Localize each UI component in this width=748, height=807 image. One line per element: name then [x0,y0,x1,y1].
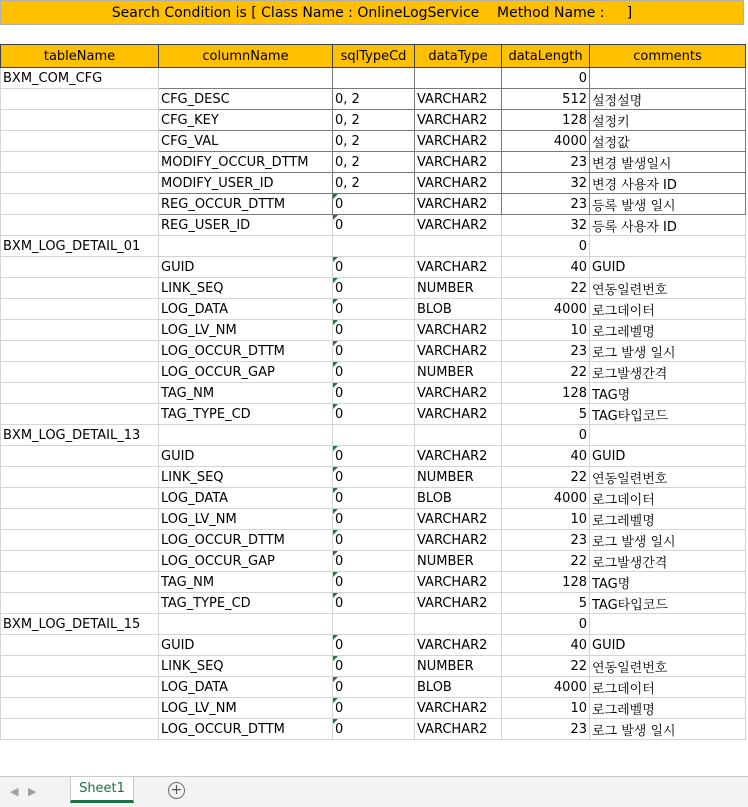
cell-sqltypecd[interactable]: 0 [333,278,415,299]
cell-datalength[interactable]: 4000 [502,488,590,509]
cell-comments[interactable]: 로그레벨명 [590,509,746,530]
cell-datalength[interactable]: 40 [502,257,590,278]
cell-datalength[interactable]: 4000 [502,131,590,152]
cell-datatype[interactable]: VARCHAR2 [415,89,502,110]
table-body [1,68,746,740]
cell-datatype[interactable]: VARCHAR2 [415,635,502,656]
cell-datalength[interactable]: 0 [502,614,590,635]
cell-comments[interactable] [590,68,746,89]
header-sqltypecd[interactable]: sqlTypeCd [333,45,415,68]
cell-datatype[interactable]: NUMBER [415,278,502,299]
cell-datatype[interactable]: VARCHAR2 [415,173,502,194]
cell-comments[interactable]: 로그레벨명 [590,698,746,719]
table-row [1,719,746,740]
cell-sqltypecd[interactable]: 0 [333,341,415,362]
table-row [1,89,746,110]
table-row [1,194,746,215]
cell-datatype[interactable]: VARCHAR2 [415,572,502,593]
cell-comments[interactable]: 등록 발생 일시 [590,194,746,215]
sheet-tab-bar [0,776,748,807]
table-row [1,425,746,446]
cell-sqltypecd[interactable]: 0 [333,215,415,236]
cell-datatype[interactable]: VARCHAR2 [415,530,502,551]
cell-tablename[interactable] [1,467,159,488]
table-row [1,341,746,362]
cell-datalength[interactable]: 128 [502,572,590,593]
cell-columnname[interactable]: MODIFY_USER_ID [159,173,333,194]
table-row [1,509,746,530]
cell-tablename[interactable]: BXM_LOG_DETAIL_13 [1,425,159,446]
cell-datatype[interactable] [415,236,502,257]
cell-comments[interactable]: TAG명 [590,383,746,404]
cell-columnname[interactable]: LOG_DATA [159,299,333,320]
table-row [1,257,746,278]
table-row [1,404,746,425]
cell-columnname[interactable]: TAG_TYPE_CD [159,593,333,614]
cell-datalength[interactable]: 0 [502,68,590,89]
cell-comments[interactable] [590,236,746,257]
table-row [1,572,746,593]
cell-columnname[interactable] [159,68,333,89]
cell-sqltypecd[interactable]: 0 [333,656,415,677]
cell-sqltypecd[interactable]: 0 [333,362,415,383]
cell-columnname[interactable]: LOG_OCCUR_DTTM [159,341,333,362]
cell-columnname[interactable]: LOG_DATA [159,488,333,509]
cell-sqltypecd[interactable]: 0, 2 [333,173,415,194]
cell-columnname[interactable]: REG_USER_ID [159,215,333,236]
table-row [1,635,746,656]
table-row [1,299,746,320]
cell-comments[interactable]: 로그발생간격 [590,362,746,383]
table-row [1,698,746,719]
cell-columnname[interactable]: GUID [159,257,333,278]
cell-tablename[interactable] [1,131,159,152]
cell-comments[interactable]: 로그 발생 일시 [590,719,746,740]
cell-datatype[interactable] [415,614,502,635]
cell-columnname[interactable]: LOG_OCCUR_GAP [159,551,333,572]
cell-datalength[interactable]: 128 [502,383,590,404]
cell-tablename[interactable] [1,404,159,425]
table-row [1,656,746,677]
cell-tablename[interactable] [1,257,159,278]
cell-tablename[interactable] [1,530,159,551]
cell-datatype[interactable]: VARCHAR2 [415,215,502,236]
cell-datalength[interactable]: 4000 [502,677,590,698]
cell-datalength[interactable]: 10 [502,320,590,341]
scroll-right-icon[interactable]: ▶ [28,785,37,798]
cell-columnname[interactable]: TAG_NM [159,572,333,593]
cell-comments[interactable]: 로그레벨명 [590,320,746,341]
cell-columnname[interactable]: LOG_LV_NM [159,509,333,530]
cell-columnname[interactable] [159,614,333,635]
cell-datalength[interactable]: 23 [502,530,590,551]
cell-datalength[interactable]: 23 [502,194,590,215]
cell-tablename[interactable] [1,719,159,740]
table-row [1,614,746,635]
cell-comments[interactable]: 로그데이터 [590,677,746,698]
table-row [1,362,746,383]
cell-datalength[interactable]: 22 [502,278,590,299]
cell-columnname[interactable]: LOG_DATA [159,677,333,698]
cell-datalength[interactable]: 128 [502,110,590,131]
cell-datatype[interactable]: BLOB [415,488,502,509]
cell-datatype[interactable]: NUMBER [415,551,502,572]
cell-datatype[interactable]: VARCHAR2 [415,509,502,530]
cell-sqltypecd[interactable]: 0 [333,467,415,488]
cell-columnname[interactable]: GUID [159,446,333,467]
cell-datalength[interactable]: 10 [502,509,590,530]
cell-tablename[interactable] [1,215,159,236]
cell-columnname[interactable]: TAG_NM [159,383,333,404]
search-condition-banner [0,0,744,25]
cell-sqltypecd[interactable]: 0 [333,509,415,530]
cell-datalength[interactable]: 32 [502,215,590,236]
table-row [1,677,746,698]
cell-comments[interactable] [590,614,746,635]
cell-tablename[interactable] [1,341,159,362]
cell-datatype[interactable] [415,425,502,446]
cell-datatype[interactable]: VARCHAR2 [415,404,502,425]
table-row [1,152,746,173]
cell-tablename[interactable] [1,173,159,194]
cell-sqltypecd[interactable]: 0 [333,551,415,572]
cell-sqltypecd[interactable] [333,614,415,635]
cell-datatype[interactable]: VARCHAR2 [415,194,502,215]
cell-datatype[interactable] [415,68,502,89]
cell-datatype[interactable]: VARCHAR2 [415,152,502,173]
cell-columnname[interactable]: LINK_SEQ [159,656,333,677]
cell-datalength[interactable]: 23 [502,341,590,362]
cell-datalength[interactable]: 22 [502,656,590,677]
cell-columnname[interactable] [159,236,333,257]
cell-sqltypecd[interactable]: 0 [333,299,415,320]
cell-comments[interactable]: 설정설명 [590,89,746,110]
cell-sqltypecd[interactable]: 0, 2 [333,131,415,152]
cell-columnname[interactable]: LOG_OCCUR_DTTM [159,719,333,740]
cell-datatype[interactable]: VARCHAR2 [415,446,502,467]
cell-datalength[interactable]: 23 [502,152,590,173]
table-row [1,551,746,572]
cell-tablename[interactable]: BXM_LOG_DETAIL_01 [1,236,159,257]
table-row [1,110,746,131]
table-row [1,236,746,257]
cell-sqltypecd[interactable]: 0 [333,404,415,425]
cell-columnname[interactable]: MODIFY_OCCUR_DTTM [159,152,333,173]
cell-sqltypecd[interactable]: 0 [333,635,415,656]
table-row [1,467,746,488]
cell-datatype[interactable]: VARCHAR2 [415,110,502,131]
cell-sqltypecd[interactable]: 0 [333,698,415,719]
cell-comments[interactable]: 로그 발생 일시 [590,341,746,362]
cell-tablename[interactable] [1,89,159,110]
banner-text: Search Condition is [ Class Name : OnlineLogService Method Name : ] [111,4,633,21]
cell-comments[interactable]: TAG명 [590,572,746,593]
cell-datalength[interactable]: 23 [502,719,590,740]
cell-tablename[interactable] [1,551,159,572]
cell-columnname[interactable]: LINK_SEQ [159,467,333,488]
cell-datalength[interactable]: 22 [502,467,590,488]
cell-datatype[interactable]: VARCHAR2 [415,131,502,152]
cell-datalength[interactable]: 22 [502,551,590,572]
cell-comments[interactable]: 연동일련번호 [590,656,746,677]
cell-datalength[interactable]: 0 [502,425,590,446]
cell-sqltypecd[interactable] [333,425,415,446]
cell-comments[interactable]: 로그발생간격 [590,551,746,572]
table-row [1,131,746,152]
header-datatype[interactable]: dataType [415,45,502,68]
cell-tablename[interactable] [1,509,159,530]
cell-tablename[interactable] [1,320,159,341]
cell-tablename[interactable] [1,362,159,383]
header-datalength[interactable]: dataLength [502,45,590,68]
cell-datalength[interactable]: 4000 [502,299,590,320]
cell-columnname[interactable]: CFG_VAL [159,131,333,152]
cell-columnname[interactable]: GUID [159,635,333,656]
cell-tablename[interactable] [1,677,159,698]
cell-columnname[interactable]: LOG_OCCUR_DTTM [159,530,333,551]
cell-sqltypecd[interactable]: 0, 2 [333,110,415,131]
header-comments[interactable]: comments [590,45,746,68]
add-sheet-icon[interactable]: + [168,782,185,799]
scroll-left-icon[interactable]: ◀ [10,785,19,798]
cell-sqltypecd[interactable]: 0 [333,593,415,614]
cell-datatype[interactable]: BLOB [415,677,502,698]
cell-tablename[interactable] [1,635,159,656]
cell-columnname[interactable] [159,425,333,446]
cell-datatype[interactable]: VARCHAR2 [415,257,502,278]
table-row [1,278,746,299]
cell-datatype[interactable]: NUMBER [415,467,502,488]
cell-tablename[interactable] [1,194,159,215]
table-row [1,215,746,236]
cell-tablename[interactable] [1,446,159,467]
cell-columnname[interactable]: REG_OCCUR_DTTM [159,194,333,215]
cell-columnname[interactable]: LINK_SEQ [159,278,333,299]
cell-datatype[interactable]: VARCHAR2 [415,320,502,341]
cell-comments[interactable]: TAG타입코드 [590,404,746,425]
table-row [1,530,746,551]
cell-sqltypecd[interactable]: 0 [333,194,415,215]
header-row [1,45,746,68]
cell-datatype[interactable]: NUMBER [415,362,502,383]
cell-datatype[interactable]: VARCHAR2 [415,719,502,740]
cell-columnname[interactable]: LOG_OCCUR_GAP [159,362,333,383]
cell-sqltypecd[interactable]: 0 [333,320,415,341]
cell-comments[interactable]: 로그데이터 [590,299,746,320]
table-row [1,488,746,509]
cell-datalength[interactable]: 40 [502,446,590,467]
cell-datatype[interactable]: VARCHAR2 [415,593,502,614]
cell-sqltypecd[interactable]: 0 [333,488,415,509]
cell-columnname[interactable]: CFG_KEY [159,110,333,131]
cell-tablename[interactable] [1,698,159,719]
cell-comments[interactable]: GUID [590,635,746,656]
table-row [1,173,746,194]
cell-datatype[interactable]: VARCHAR2 [415,698,502,719]
cell-comments[interactable]: 등록 사용자 ID [590,215,746,236]
cell-datalength[interactable]: 5 [502,404,590,425]
cell-sqltypecd[interactable]: 0 [333,446,415,467]
cell-tablename[interactable]: BXM_COM_CFG [1,68,159,89]
cell-sqltypecd[interactable] [333,236,415,257]
cell-datatype[interactable]: BLOB [415,299,502,320]
cell-datatype[interactable]: NUMBER [415,656,502,677]
table-row [1,68,746,89]
cell-comments[interactable]: 연동일련번호 [590,467,746,488]
cell-comments[interactable]: TAG타입코드 [590,593,746,614]
cell-comments[interactable]: 변경 사용자 ID [590,173,746,194]
cell-comments[interactable]: 연동일련번호 [590,278,746,299]
cell-datalength[interactable]: 22 [502,362,590,383]
cell-tablename[interactable] [1,656,159,677]
table-row [1,320,746,341]
cell-datalength[interactable]: 40 [502,635,590,656]
cell-columnname[interactable]: CFG_DESC [159,89,333,110]
cell-datalength[interactable]: 5 [502,593,590,614]
table-row [1,383,746,404]
cell-comments[interactable]: GUID [590,446,746,467]
cell-sqltypecd[interactable]: 0 [333,383,415,404]
cell-sqltypecd[interactable]: 0 [333,719,415,740]
cell-tablename[interactable] [1,572,159,593]
cell-sqltypecd[interactable]: 0 [333,677,415,698]
cell-tablename[interactable] [1,299,159,320]
cell-datatype[interactable]: VARCHAR2 [415,341,502,362]
cell-comments[interactable]: 설정키 [590,110,746,131]
cell-columnname[interactable]: TAG_TYPE_CD [159,404,333,425]
data-table [0,44,746,740]
table-row [1,446,746,467]
cell-comments[interactable]: 설정값 [590,131,746,152]
cell-sqltypecd[interactable]: 0 [333,257,415,278]
cell-sqltypecd[interactable] [333,68,415,89]
header-tablename[interactable]: tableName [1,45,159,68]
cell-tablename[interactable] [1,383,159,404]
cell-sqltypecd[interactable]: 0 [333,530,415,551]
cell-sqltypecd[interactable]: 0, 2 [333,152,415,173]
cell-comments[interactable]: 변경 발생일시 [590,152,746,173]
cell-datatype[interactable]: VARCHAR2 [415,383,502,404]
cell-sqltypecd[interactable]: 0, 2 [333,89,415,110]
cell-tablename[interactable]: BXM_LOG_DETAIL_15 [1,614,159,635]
blank-row [0,25,744,45]
cell-tablename[interactable] [1,593,159,614]
cell-tablename[interactable] [1,278,159,299]
cell-tablename[interactable] [1,152,159,173]
cell-comments[interactable] [590,425,746,446]
cell-columnname[interactable]: LOG_LV_NM [159,320,333,341]
cell-tablename[interactable] [1,488,159,509]
header-columnname[interactable]: columnName [159,45,333,68]
cell-datalength[interactable]: 10 [502,698,590,719]
sheet-tab[interactable]: Sheet1 [70,777,134,803]
cell-datalength[interactable]: 32 [502,173,590,194]
cell-columnname[interactable]: LOG_LV_NM [159,698,333,719]
cell-comments[interactable]: GUID [590,257,746,278]
cell-comments[interactable]: 로그데이터 [590,488,746,509]
cell-tablename[interactable] [1,110,159,131]
cell-sqltypecd[interactable]: 0 [333,572,415,593]
table-row [1,593,746,614]
cell-comments[interactable]: 로그 발생 일시 [590,530,746,551]
cell-datalength[interactable]: 512 [502,89,590,110]
cell-datalength[interactable]: 0 [502,236,590,257]
